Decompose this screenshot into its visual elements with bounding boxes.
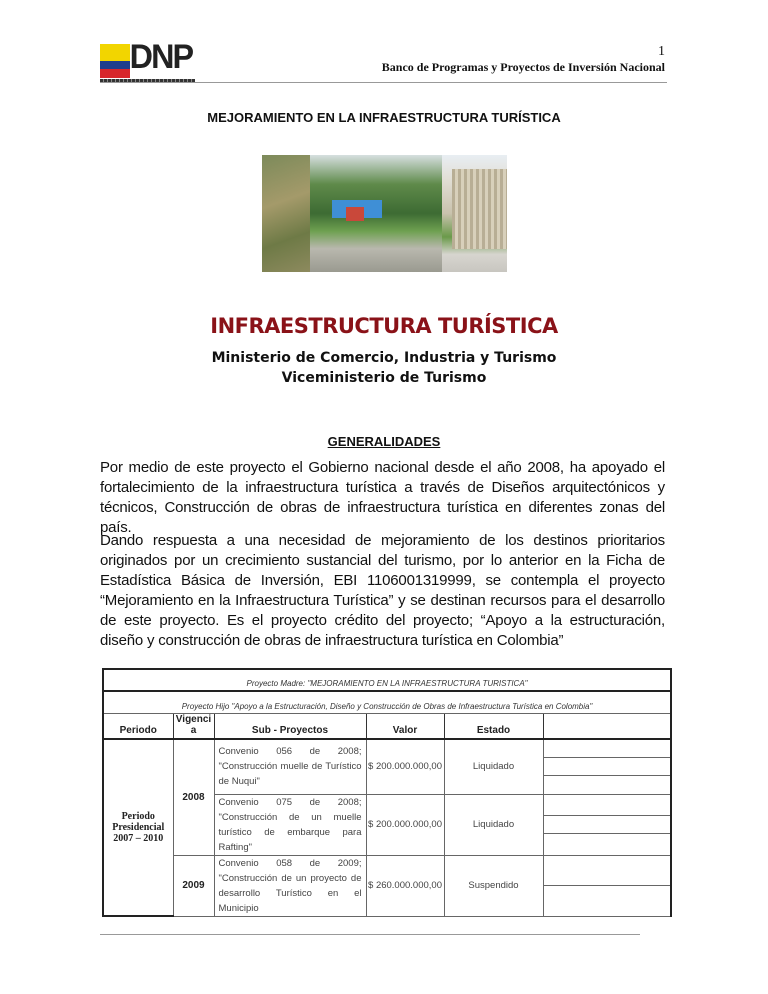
mother-project-caption: Proyecto Madre: "MEJORAMIENTO EN LA INFRAESTRUCTURA TURISTICA" bbox=[103, 669, 671, 691]
photo-building bbox=[442, 155, 507, 272]
projects-table bbox=[102, 668, 672, 917]
subproject-cell: Convenio 056 de 2008; "Construcción muelle de Turístico de Nuqui" bbox=[214, 739, 366, 795]
col-header-vigencia: Vigenci a bbox=[173, 713, 214, 739]
value-cell: $ 200.000.000,00 bbox=[366, 794, 444, 855]
colombia-flag-icon bbox=[100, 44, 130, 78]
col-header-periodo: Periodo bbox=[103, 713, 173, 739]
col-header-estado: Estado bbox=[444, 713, 543, 739]
footer-divider bbox=[100, 934, 640, 935]
page-number: 1 bbox=[658, 44, 665, 59]
subproject-cell: Convenio 058 de 2009; "Construcción de un proyecto de desarrollo Turístico en el Municipio bbox=[214, 855, 366, 916]
photo-cable-car bbox=[262, 155, 310, 272]
status-cell: Liquidado bbox=[444, 794, 543, 855]
banner-heading: INFRAESTRUCTURA TURÍSTICA bbox=[210, 314, 558, 338]
viceministry-name: Viceministerio de Turismo bbox=[281, 370, 487, 386]
status-cell: Suspendido bbox=[444, 855, 543, 916]
header-divider bbox=[100, 82, 667, 83]
status-cell: Liquidado bbox=[444, 739, 543, 795]
ministry-name: Ministerio de Comercio, Industria y Turismo bbox=[211, 350, 557, 366]
logo-text: DNP bbox=[129, 38, 193, 76]
col-header-valor: Valor bbox=[366, 713, 444, 739]
period-cell: Periodo Presidencial 2007 – 2010 bbox=[103, 739, 173, 917]
blank-cell bbox=[543, 739, 671, 795]
child-project-caption: Proyecto Hijo "Apoyo a la Estructuración, Diseño y Construcción de Obras de Infraestructura Turística en Colombia" bbox=[103, 691, 671, 713]
year-cell: 2009 bbox=[173, 855, 214, 916]
col-header-blank bbox=[543, 713, 671, 739]
paragraph: Por medio de este proyecto el Gobierno nacional desde el año 2008, ha apoyado el fortalecimiento de la infraestructura turística a través de Diseños arquitectónicos y técnicos, Construcción de obras de infraestructura turística en diferentes zonas del país. bbox=[100, 459, 665, 536]
table-row bbox=[103, 855, 671, 916]
header-org-title: Banco de Programas y Proyectos de Inversión Nacional bbox=[381, 60, 665, 74]
blank-cell bbox=[543, 794, 671, 855]
paragraph: Dando respuesta a una necesidad de mejoramiento de los destinos prioritarios originados por un crecimiento sustancial del turismo, por lo anterior en la Ficha de Estadística Básica de Inversión, EBI 1106001319999, se contempla el proyecto “Mejoramiento en la Infraestructura Turística” y se destinan recursos para el desarrollo de este proyecto. Es el proyecto crédito del proyecto; “Apoyo a la estructuración, diseño y construcción de obras de infraestructura turística en Colombia” bbox=[100, 532, 665, 649]
table-row bbox=[103, 739, 671, 795]
photo-tourist-park bbox=[310, 155, 442, 272]
year-cell: 2008 bbox=[173, 739, 214, 856]
blank-cell bbox=[543, 855, 671, 916]
subproject-cell: Convenio 075 de 2008; "Construcción de un muelle turístico de embarque para Rafting" bbox=[214, 794, 366, 855]
section-title: GENERALIDADES bbox=[327, 434, 441, 449]
dnp-logo bbox=[100, 38, 195, 84]
document-title: MEJORAMIENTO EN LA INFRAESTRUCTURA TURÍSTICA bbox=[207, 110, 561, 125]
col-header-subproyectos: Sub - Proyectos bbox=[214, 713, 366, 739]
value-cell: $ 260.000.000,00 bbox=[366, 855, 444, 916]
value-cell: $ 200.000.000,00 bbox=[366, 739, 444, 795]
